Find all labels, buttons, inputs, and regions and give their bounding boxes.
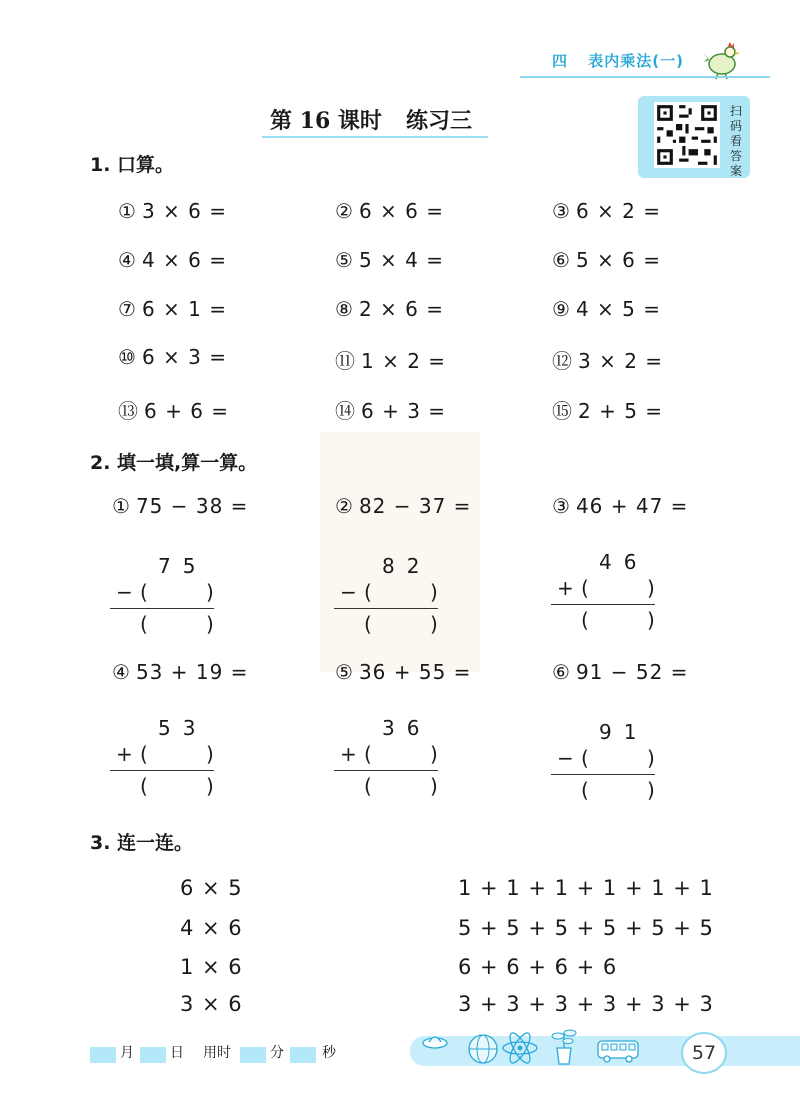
- q2-item: ④ 53 + 19 =: [112, 660, 249, 684]
- page-number: 57: [681, 1032, 727, 1074]
- q2-item: ⑤ 36 + 55 =: [335, 660, 472, 684]
- q2-item: ③ 46 + 47 =: [552, 494, 689, 518]
- month-blank[interactable]: [90, 1047, 116, 1063]
- q1-item: ③ 6 × 2 =: [552, 199, 661, 223]
- q1-item: ① 3 × 6 =: [118, 199, 227, 223]
- vertical-form: 91 − ( ) ( ): [551, 720, 661, 820]
- q1-item: ⑪ 1 × 2 =: [335, 349, 447, 373]
- ufo-icon: [422, 1030, 448, 1052]
- answer-blank[interactable]: ): [647, 576, 655, 600]
- answer-blank[interactable]: ): [430, 612, 438, 636]
- chapter-title: 表内乘法(一): [588, 52, 684, 70]
- q1-item: ⑬ 6 + 6 =: [118, 399, 230, 423]
- connect-right-item[interactable]: 3 + 3 + 3 + 3 + 3 + 3: [458, 992, 714, 1016]
- answer-blank[interactable]: ): [647, 746, 655, 770]
- answer-blank[interactable]: ): [206, 580, 214, 604]
- answer-blank[interactable]: ): [430, 742, 438, 766]
- q1-item: ⑤ 5 × 4 =: [335, 248, 444, 272]
- chapter-underline: [520, 76, 770, 78]
- q1-item: ⑧ 2 × 6 =: [335, 297, 444, 321]
- q2-item: ② 82 − 37 =: [335, 494, 472, 518]
- connect-left-item[interactable]: 6 × 5: [180, 876, 243, 900]
- potted-plant-icon: [548, 1024, 580, 1066]
- answer-blank[interactable]: ): [430, 774, 438, 798]
- sum-line: [551, 604, 655, 605]
- q2-item: ⑥ 91 − 52 =: [552, 660, 689, 684]
- globe-icon: [466, 1032, 500, 1066]
- bus-icon: [596, 1038, 640, 1064]
- day-blank[interactable]: [140, 1047, 166, 1063]
- q1-item: ⑮ 2 + 5 =: [552, 399, 664, 423]
- q1-item: ⑥ 5 × 6 =: [552, 248, 661, 272]
- answer-blank[interactable]: ): [206, 774, 214, 798]
- q1-title: 1. 口算。: [90, 154, 175, 176]
- title-underline: [262, 136, 488, 138]
- answer-blank[interactable]: ): [647, 608, 655, 632]
- q1-item: ② 6 × 6 =: [335, 199, 444, 223]
- chapter-header: [552, 50, 684, 71]
- vertical-form: 82 − ( ) ( ): [334, 554, 444, 654]
- q2-title: 2. 填一填,算一算。: [90, 452, 258, 474]
- minutes-label: 分: [270, 1045, 284, 1061]
- q1-item: ⑫ 3 × 2 =: [552, 349, 664, 373]
- seconds-label: 秒: [322, 1045, 336, 1061]
- sum-line: [110, 770, 214, 771]
- vertical-form: 53 + ( ) ( ): [110, 716, 220, 816]
- atom-icon: [500, 1030, 540, 1066]
- connect-left-item[interactable]: 4 × 6: [180, 916, 243, 940]
- minutes-blank[interactable]: [240, 1047, 266, 1063]
- sum-line: [334, 608, 438, 609]
- connect-right-item[interactable]: 1 + 1 + 1 + 1 + 1 + 1: [458, 876, 714, 900]
- answer-blank[interactable]: ): [647, 778, 655, 802]
- day-label: 日: [170, 1045, 184, 1061]
- answer-blank[interactable]: ): [430, 580, 438, 604]
- vertical-form: 75 − ( ) ( ): [110, 554, 220, 654]
- page-title: [270, 104, 472, 135]
- chapter-number: 四: [552, 52, 569, 70]
- connect-left-item[interactable]: 1 × 6: [180, 955, 243, 979]
- sum-line: [551, 774, 655, 775]
- rooster-mascot-icon: [700, 38, 742, 80]
- q1-item: ⑨ 4 × 5 =: [552, 297, 661, 321]
- qr-caption: 扫 码 看 答 案: [729, 104, 742, 178]
- answer-blank[interactable]: ): [206, 612, 214, 636]
- q3-title: 3. 连一连。: [90, 832, 194, 854]
- q2-item: ① 75 − 38 =: [112, 494, 249, 518]
- connect-right-item[interactable]: 6 + 6 + 6 + 6: [458, 955, 618, 979]
- sum-line: [334, 770, 438, 771]
- answer-blank[interactable]: ): [206, 742, 214, 766]
- vertical-form: 36 + ( ) ( ): [334, 716, 444, 816]
- q1-item: ⑦ 6 × 1 =: [118, 297, 227, 321]
- q1-item: ⑭ 6 + 3 =: [335, 399, 447, 423]
- time-used-label: 用时: [203, 1045, 231, 1061]
- lesson-subtitle: 练习三: [405, 108, 472, 134]
- sum-line: [110, 608, 214, 609]
- qr-code-icon[interactable]: [654, 102, 720, 168]
- connect-left-item[interactable]: 3 × 6: [180, 992, 243, 1016]
- vertical-form: 46 + ( ) ( ): [551, 550, 661, 650]
- q1-item: ⑩ 6 × 3 =: [118, 345, 227, 369]
- lesson-title: 第 16 课时: [270, 108, 382, 134]
- month-label: 月: [120, 1045, 134, 1061]
- connect-right-item[interactable]: 5 + 5 + 5 + 5 + 5 + 5: [458, 916, 714, 940]
- q1-item: ④ 4 × 6 =: [118, 248, 227, 272]
- seconds-blank[interactable]: [290, 1047, 316, 1063]
